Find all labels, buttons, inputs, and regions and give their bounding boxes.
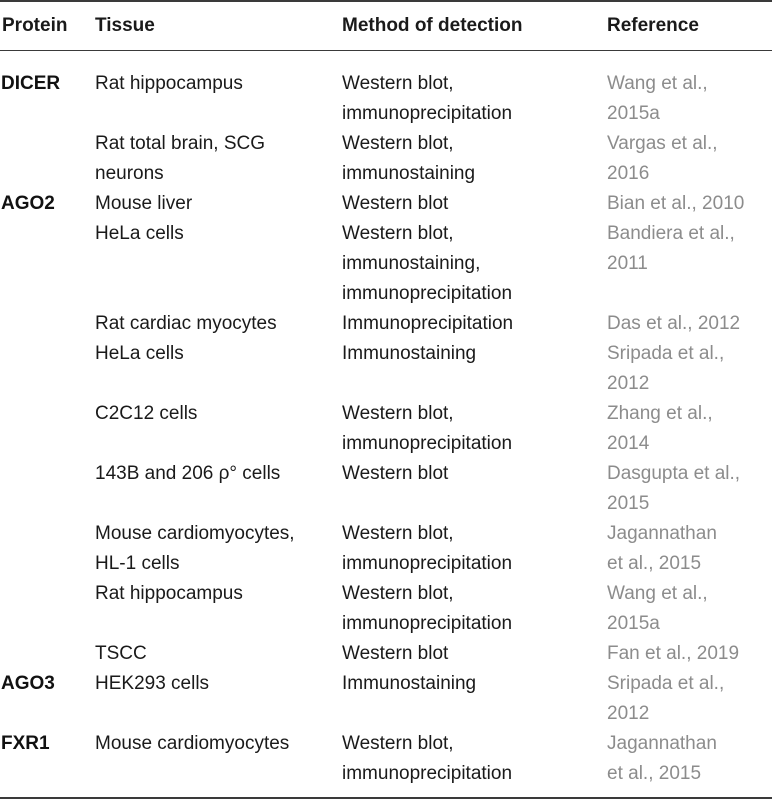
cell-protein	[0, 309, 94, 339]
cell-reference-line: et al., 2015	[607, 553, 702, 574]
cell-protein	[0, 129, 94, 189]
cell-method	[342, 639, 607, 669]
cell-method	[342, 189, 607, 219]
cell-method-line: immunostaining	[342, 163, 476, 184]
cell-method-line: Immunostaining	[342, 673, 477, 694]
cell-reference-line: 2015a	[607, 103, 660, 124]
cell-protein: DICER	[1, 73, 61, 94]
cell-tissue-line: Rat total brain, SCG	[95, 133, 266, 154]
header-row	[0, 0, 772, 51]
cell-tissue	[94, 309, 342, 339]
cell-reference-line: Jagannathan	[607, 733, 717, 754]
cell-reference-line: Fan et al., 2019	[607, 643, 740, 664]
cell-reference-line: Wang et al.,	[607, 73, 708, 94]
column-header-reference: Reference	[607, 14, 699, 36]
cell-method-line: Immunoprecipitation	[342, 313, 514, 334]
cell-reference-line: 2015a	[607, 613, 660, 634]
cell-tissue-line: Mouse cardiomyocytes,	[95, 523, 295, 544]
cell-method-line: Western blot,	[342, 223, 454, 244]
cell-reference-line: 2015	[607, 493, 650, 514]
cell-reference-line: Sripada et al.,	[607, 343, 725, 364]
cell-reference-line: 2012	[607, 373, 650, 394]
cell-reference	[607, 51, 772, 129]
cell-reference-line: Dasgupta et al.,	[607, 463, 741, 484]
cell-tissue-line: HEK293 cells	[95, 673, 210, 694]
table-row	[0, 309, 772, 339]
cell-tissue-line: C2C12 cells	[95, 403, 198, 424]
cell-tissue-line: Mouse liver	[95, 193, 193, 214]
cell-reference	[607, 219, 772, 309]
cell-reference	[607, 669, 772, 729]
cell-tissue-line: neurons	[95, 163, 164, 184]
column-header-method: Method of detection	[342, 14, 523, 36]
cell-tissue-line: TSCC	[95, 643, 147, 664]
cell-reference-line: 2016	[607, 163, 650, 184]
cell-reference-line: Zhang et al.,	[607, 403, 713, 424]
cell-reference-line: Wang et al.,	[607, 583, 708, 604]
cell-method-line: Western blot	[342, 463, 449, 484]
cell-protein	[0, 339, 94, 399]
cell-method	[342, 51, 607, 129]
cell-reference-line: Bandiera et al.,	[607, 223, 735, 244]
table-row	[0, 729, 772, 789]
cell-reference	[607, 399, 772, 459]
cell-method-line: immunostaining,	[342, 253, 481, 274]
cell-tissue	[94, 729, 342, 789]
cell-reference	[607, 189, 772, 219]
cell-method	[342, 519, 607, 579]
table-row	[0, 189, 772, 219]
table-row	[0, 219, 772, 309]
cell-reference-line: 2011	[607, 253, 648, 274]
cell-tissue-line: Rat hippocampus	[95, 73, 243, 94]
cell-method-line: immunoprecipitation	[342, 433, 513, 454]
cell-protein	[0, 219, 94, 309]
cell-method-line: Western blot	[342, 643, 449, 664]
cell-protein: FXR1	[1, 733, 50, 754]
cell-tissue-line: 143B and 206 ρ° cells	[95, 463, 281, 484]
cell-method	[342, 669, 607, 729]
table-row	[0, 579, 772, 639]
cell-method-line: Western blot,	[342, 73, 454, 94]
cell-method	[342, 339, 607, 399]
table-row	[0, 639, 772, 669]
cell-reference-line: Das et al., 2012	[607, 313, 741, 334]
cell-protein	[0, 459, 94, 519]
cell-reference	[607, 309, 772, 339]
cell-method	[342, 459, 607, 519]
cell-reference-line: Bian et al., 2010	[607, 193, 745, 214]
cell-tissue	[94, 639, 342, 669]
cell-method-line: Western blot,	[342, 403, 454, 424]
table-row	[0, 459, 772, 519]
cell-method-line: immunoprecipitation	[342, 613, 513, 634]
cell-tissue-line: HL-1 cells	[95, 553, 180, 574]
cell-method	[342, 579, 607, 639]
cell-protein	[0, 399, 94, 459]
cell-method-line: immunoprecipitation	[342, 283, 513, 304]
cell-reference	[607, 459, 772, 519]
cell-tissue	[94, 339, 342, 399]
table-row	[0, 129, 772, 189]
cell-method-line: immunoprecipitation	[342, 103, 513, 124]
table-row	[0, 51, 772, 129]
table-row	[0, 519, 772, 579]
column-header-tissue: Tissue	[95, 14, 155, 36]
cell-reference	[607, 639, 772, 669]
column-header-protein: Protein	[2, 14, 68, 36]
cell-reference-line: 2014	[607, 433, 650, 454]
cell-tissue-line: Rat cardiac myocytes	[95, 313, 277, 334]
cell-protein	[0, 579, 94, 639]
cell-tissue	[94, 399, 342, 459]
cell-method	[342, 399, 607, 459]
cell-method-line: immunoprecipitation	[342, 553, 513, 574]
cell-reference-line: et al., 2015	[607, 763, 702, 784]
cell-tissue	[94, 669, 342, 729]
cell-method-line: Western blot,	[342, 583, 454, 604]
cell-tissue-line: Mouse cardiomyocytes	[95, 733, 290, 754]
cell-protein: AGO3	[1, 673, 55, 694]
cell-method	[342, 309, 607, 339]
cell-tissue	[94, 189, 342, 219]
cell-method	[342, 129, 607, 189]
cell-method-line: Western blot,	[342, 133, 454, 154]
cell-tissue	[94, 51, 342, 129]
cell-tissue	[94, 519, 342, 579]
table-row	[0, 399, 772, 459]
cell-tissue	[94, 459, 342, 519]
table-row	[0, 339, 772, 399]
cell-reference	[607, 729, 772, 789]
cell-protein	[0, 639, 94, 669]
cell-method	[342, 729, 607, 789]
bottom-rule	[0, 797, 772, 799]
cell-tissue-line: Rat hippocampus	[95, 583, 243, 604]
cell-method-line: Immunostaining	[342, 343, 477, 364]
cell-reference-line: Jagannathan	[607, 523, 717, 544]
cell-method-line: Western blot,	[342, 733, 454, 754]
cell-reference	[607, 129, 772, 189]
cell-tissue	[94, 219, 342, 309]
cell-method-line: immunoprecipitation	[342, 763, 513, 784]
table-body	[0, 51, 772, 789]
cell-reference	[607, 339, 772, 399]
cell-reference	[607, 519, 772, 579]
cell-reference	[607, 579, 772, 639]
cell-tissue	[94, 579, 342, 639]
cell-reference-line: Sripada et al.,	[607, 673, 725, 694]
table-row	[0, 669, 772, 729]
cell-tissue-line: HeLa cells	[95, 223, 184, 244]
cell-protein: AGO2	[1, 193, 55, 214]
cell-tissue	[94, 129, 342, 189]
cell-reference-line: 2012	[607, 703, 650, 724]
cell-tissue-line: HeLa cells	[95, 343, 184, 364]
cell-method-line: Western blot,	[342, 523, 454, 544]
cell-method	[342, 219, 607, 309]
cell-reference-line: Vargas et al.,	[607, 133, 718, 154]
cell-method-line: Western blot	[342, 193, 449, 214]
cell-protein	[0, 519, 94, 579]
